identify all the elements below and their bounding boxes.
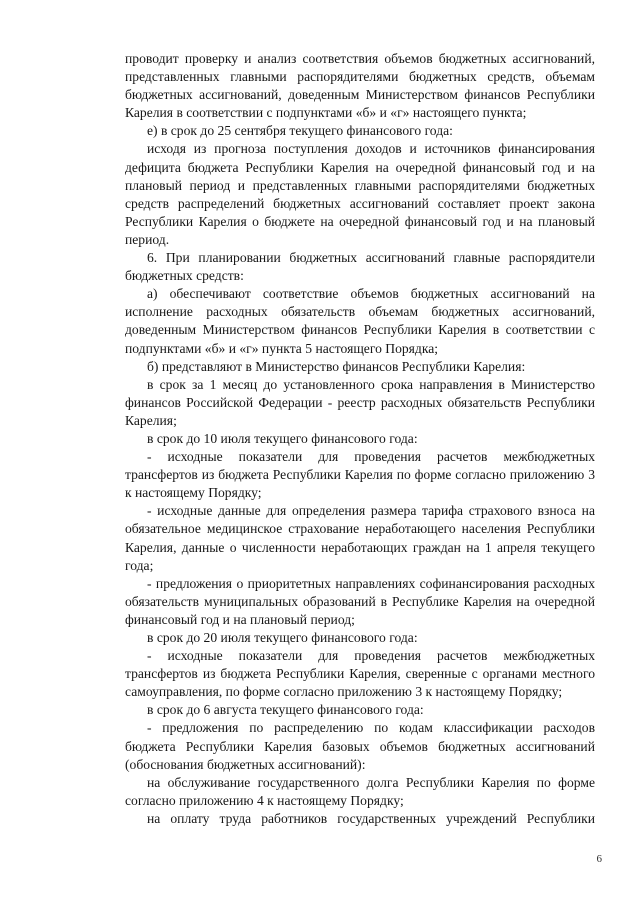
paragraph-review: проводит проверку и анализ соответствия объемов бюджетных ассигнований, представленных главными распорядителями бюджетных средств, объемам бюджетных ассигнований, доведенным Министерством финансов Республики Карелия в соответствии с подпунктами «б» и «г» настоящего пункта; bbox=[125, 51, 595, 121]
paragraph-insurance-tariff: - исходные данные для определения размера тарифа страхового взноса на обязательное медицинское страхование неработающего населения Республики Карелия, данные о численности неработающих граждан на 1 апреля текущего года; bbox=[125, 503, 595, 573]
paragraph-item-a: а) обеспечивают соответствие объемов бюджетных ассигнований на исполнение расходных обязательств объемам бюджетных ассигнований, доведенным Министерством финансов Республики Карелия в соответствии с подпунктами «б» и «г» пункта 5 настоящего Порядка; bbox=[125, 286, 595, 356]
paragraph-item-b: б) представляют в Министерство финансов Республики Карелия: bbox=[147, 358, 526, 374]
paragraph-transfers-verified: - исходные показатели для проведения расчетов межбюджетных трансфертов из бюджета Республики Карелия, сверенные с органами местного самоуправления, по форме согласно приложению 3 к настоящему Порядку; bbox=[125, 648, 595, 700]
paragraph-forecast: исходя из прогноза поступления доходов и источников финансирования дефицита бюджета Республики Карелия на очередной финансовый год и на плановый период и представленных главными распорядителями бюджетных средств распределений бюджетных ассигнований составляет проект закона Республики Карелия о бюджете на очередной финансовый год и на плановый период. bbox=[125, 141, 595, 247]
paragraph-transfers-indicators: - исходные показатели для проведения расчетов межбюджетных трансфертов из бюджета Республики Карелия по форме согласно приложению 3 к настоящему Порядку; bbox=[125, 449, 595, 501]
paragraph-debt-service: на обслуживание государственного долга Республики Карелия по форме согласно приложению 4 к настоящему Порядку; bbox=[125, 774, 595, 808]
paragraph-deadline-july-20: в срок до 20 июля текущего финансового года: bbox=[147, 630, 418, 645]
paragraph-labor: на оплату труда работников государственных учреждений Республики bbox=[147, 810, 595, 826]
document-body bbox=[125, 50, 595, 828]
paragraph-item-e: е) в срок до 25 сентября текущего финансового года: bbox=[147, 123, 453, 139]
paragraph-deadline-august-6: в срок до 6 августа текущего финансового года: bbox=[147, 702, 424, 718]
page-number: 6 bbox=[596, 853, 602, 865]
paragraph-deadline-july-10: в срок до 10 июля текущего финансового года: bbox=[147, 430, 418, 446]
paragraph-registry: в срок за 1 месяц до установленного срока направления в Министерство финансов Российской Федерации - реестр расходных обязательств Республики Карелия; bbox=[125, 376, 595, 428]
paragraph-cofinancing: - предложения о приоритетных направлениях софинансирования расходных обязательств муниципальных образований в Республике Карелия на очередной финансовый год и на плановый период; bbox=[125, 575, 595, 627]
paragraph-section-6: 6. При планировании бюджетных ассигнований главные распорядители бюджетных средств: bbox=[125, 250, 595, 284]
paragraph-distribution: - предложения по распределению по кодам классификации расходов бюджета Республики Карелия базовых объемов бюджетных ассигнований (обоснования бюджетных ассигнований): bbox=[125, 720, 595, 772]
